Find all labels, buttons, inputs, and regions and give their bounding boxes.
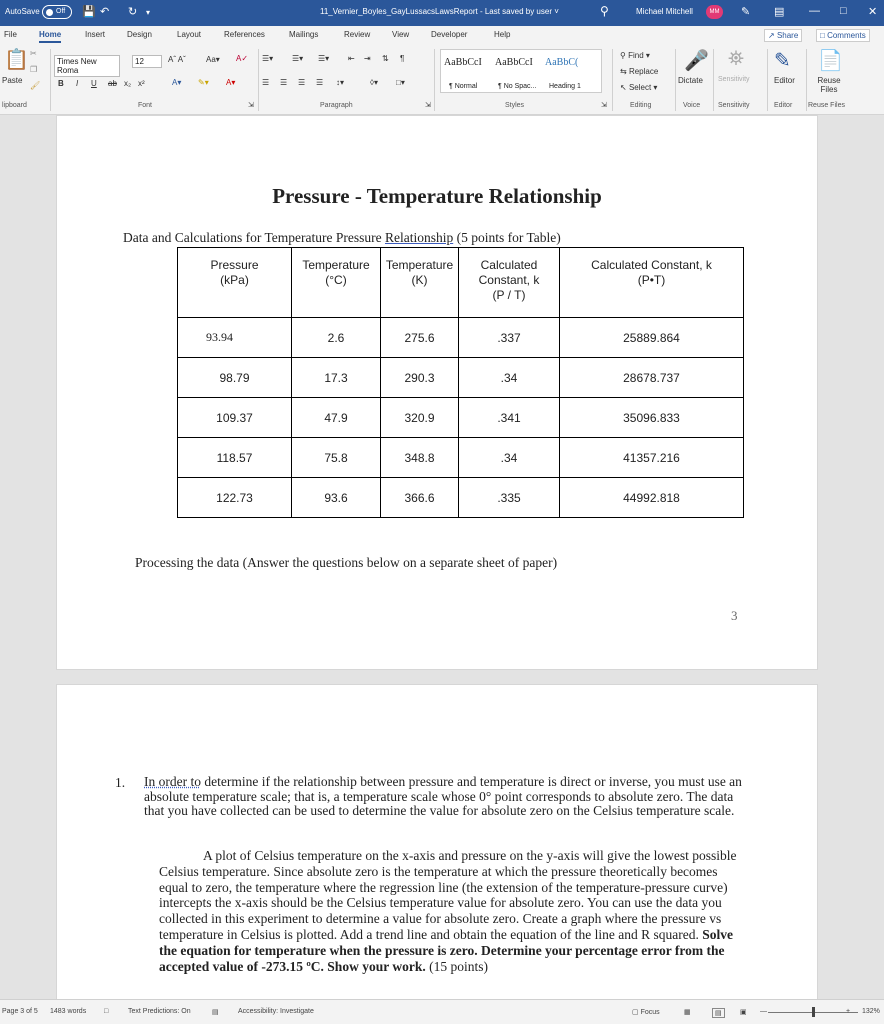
paragraph-group-label: Paragraph xyxy=(320,102,353,109)
table-row xyxy=(178,398,744,438)
instructions-points: (15 points) xyxy=(425,958,488,974)
table-cell[interactable]: 44992.818 xyxy=(560,478,744,518)
tab-help[interactable]: Help xyxy=(494,30,511,39)
format-painter-icon[interactable]: 🖌 xyxy=(30,81,41,90)
underline-icon[interactable]: U xyxy=(91,79,97,88)
sort-icon[interactable]: ⇅ xyxy=(382,54,389,63)
paste-icon[interactable]: 📋 xyxy=(4,49,29,71)
table-cell[interactable]: 47.9 xyxy=(292,398,381,438)
table-cell[interactable]: 118.57 xyxy=(178,438,292,478)
table-header-cell: Temperature (K) xyxy=(381,248,459,318)
table-cell[interactable]: 25889.864 xyxy=(560,318,744,358)
superscript-icon[interactable]: x² xyxy=(138,79,145,88)
editor-icon[interactable]: ✎ xyxy=(774,50,791,72)
style-label: Heading 1 xyxy=(549,83,581,90)
copy-icon[interactable]: ❐ xyxy=(30,65,38,74)
reuse-files-icon[interactable]: 📄 xyxy=(818,50,843,72)
table-header-cell: Pressure (kPa) xyxy=(178,248,292,318)
italic-icon[interactable]: I xyxy=(76,79,79,88)
multilevel-list-icon[interactable]: ☰▾ xyxy=(318,54,330,63)
show-marks-icon[interactable]: ¶ xyxy=(400,54,405,63)
table-cell[interactable]: 366.6 xyxy=(381,478,459,518)
table-cell[interactable]: 2.6 xyxy=(292,318,381,358)
tab-insert[interactable]: Insert xyxy=(85,30,106,39)
autosave-label: AutoSave xyxy=(5,7,40,16)
justify-icon[interactable]: ☰ xyxy=(316,78,324,87)
separator xyxy=(767,49,768,111)
microphone-icon[interactable]: 🎤 xyxy=(684,50,709,72)
table-cell[interactable]: 41357.216 xyxy=(560,438,744,478)
table-cell[interactable]: 320.9 xyxy=(381,398,459,438)
table-cell[interactable]: 17.3 xyxy=(292,358,381,398)
font-group-label: Font xyxy=(138,102,153,109)
separator xyxy=(713,49,714,111)
separator xyxy=(434,49,435,111)
styles-gallery xyxy=(440,49,602,93)
table-cell[interactable]: 93.94 xyxy=(178,318,292,358)
ribbon xyxy=(0,45,884,115)
decrease-indent-icon[interactable]: ⇤ xyxy=(348,54,355,63)
data-table[interactable] xyxy=(177,247,744,518)
grammar-flagged-text[interactable]: In order to xyxy=(144,774,201,789)
dictate-button[interactable]: Dictate xyxy=(678,76,703,85)
align-left-icon[interactable]: ☰ xyxy=(262,78,270,87)
tab-design[interactable]: Design xyxy=(127,30,152,39)
tab-references[interactable]: References xyxy=(224,30,265,39)
intro-post: (5 points for Table) xyxy=(453,230,561,245)
zoom-in-icon[interactable]: + xyxy=(846,1008,851,1015)
style-label: ¶ Normal xyxy=(449,83,478,90)
table-row xyxy=(178,358,744,398)
comments-button[interactable]: □ Comments xyxy=(816,29,870,42)
shading-icon[interactable]: ◊▾ xyxy=(370,78,378,87)
table-cell[interactable]: 75.8 xyxy=(292,438,381,478)
voice-group-label: Voice xyxy=(683,102,701,109)
table-cell[interactable]: 35096.833 xyxy=(560,398,744,438)
page-count[interactable]: Page 3 of 5 xyxy=(2,1008,38,1015)
table-cell[interactable]: .34 xyxy=(459,438,560,478)
table-row xyxy=(178,318,744,358)
user-name[interactable]: Michael Mitchell xyxy=(636,7,693,16)
reuse-group-label: Reuse Files xyxy=(808,102,845,109)
editing-group-label: Editing xyxy=(630,102,652,109)
instructions-body: A plot of Celsius temperature on the x-axis and pressure on the y-axis will give the lowest possible Celsius temperature. Since absolute zero is the temperature at which the pressure theoretically becomes equal to zero, the temperature where the regression line (the extension of the temperature-pressure curve) intercepts the x-axis should be the Celsius temperature value for absolute zero. You can use the data you collected in this experiment to determine a value for absolute zero. Create a graph where the pressure vs temperature in Celsius is plotted. Add a trend line and obtain the equation of the line and R squared. xyxy=(159,848,737,942)
style-preview[interactable]: AaBbCcI xyxy=(444,57,482,68)
tab-view[interactable]: View xyxy=(392,30,410,39)
separator xyxy=(50,49,51,111)
cut-icon[interactable]: ✂ xyxy=(30,49,37,58)
table-cell[interactable]: .34 xyxy=(459,358,560,398)
paragraph-dialog-icon[interactable]: ⇲ xyxy=(425,102,431,109)
table-cell[interactable]: 275.6 xyxy=(381,318,459,358)
intro-pre: Data and Calculations for Temperature Pressure xyxy=(123,230,385,245)
table-cell[interactable]: 98.79 xyxy=(178,358,292,398)
separator xyxy=(612,49,613,111)
read-mode-icon[interactable]: ▦ xyxy=(684,1009,691,1016)
font-name-select[interactable]: Times New Roma xyxy=(54,55,120,77)
web-layout-icon[interactable]: ▣ xyxy=(740,1009,747,1016)
search-icon[interactable]: ⚲ xyxy=(600,4,609,18)
table-cell[interactable]: 109.37 xyxy=(178,398,292,438)
table-cell[interactable]: 122.73 xyxy=(178,478,292,518)
tab-layout[interactable]: Layout xyxy=(177,30,202,39)
reuse-files-button[interactable]: Reuse Files xyxy=(817,76,841,94)
share-label: Share xyxy=(776,31,799,40)
text-predictions[interactable]: Text Predictions: On xyxy=(128,1008,191,1015)
grow-font-icon[interactable]: Aˆ Aˇ xyxy=(168,55,186,64)
replace-label: Replace xyxy=(628,67,659,76)
autosave-toggle[interactable]: Off xyxy=(42,5,72,19)
table-cell[interactable]: 290.3 xyxy=(381,358,459,398)
table-cell[interactable]: .335 xyxy=(459,478,560,518)
pen-icon[interactable]: ✎ xyxy=(741,6,751,18)
table-header-cell: Calculated Constant, k (P / T) xyxy=(459,248,560,318)
font-color-icon[interactable]: A▾ xyxy=(226,78,236,87)
align-right-icon[interactable]: ☰ xyxy=(298,78,306,87)
sensitivity-group-label: Sensitivity xyxy=(718,102,750,109)
borders-icon[interactable]: □▾ xyxy=(396,78,405,87)
editor-button[interactable]: Editor xyxy=(774,76,795,85)
separator xyxy=(258,49,259,111)
table-cell[interactable]: .341 xyxy=(459,398,560,438)
page[interactable] xyxy=(56,115,818,670)
text-effects-icon[interactable]: A▾ xyxy=(172,78,182,87)
strikethrough-icon[interactable]: ab xyxy=(108,79,117,88)
question-1-body: determine if the relationship between pressure and temperature is direct or inverse, you must use an absolute temperature scale; that is, a temperature scale whose 0° point corresponds to absolute zero. The data that you have collected can be used to determine the value for absolute zero on the Celsius temperature scale. xyxy=(144,774,742,818)
close-icon[interactable]: ✕ xyxy=(868,6,878,18)
find-button[interactable]: ⚲ Find ▾ xyxy=(620,51,650,60)
table-header-cell: Calculated Constant, k (P•T) xyxy=(560,248,744,318)
question-1-instructions xyxy=(159,848,749,974)
customize-qat-icon[interactable]: ▾ xyxy=(146,8,151,17)
font-size-select[interactable]: 12 xyxy=(132,55,162,68)
intro-underlined: Relationship xyxy=(384,230,454,245)
clipboard-group-label: lipboard xyxy=(2,102,27,109)
styles-dialog-icon[interactable]: ⇲ xyxy=(601,102,607,109)
table-cell[interactable]: 28678.737 xyxy=(560,358,744,398)
change-case-icon[interactable]: Aa▾ xyxy=(206,55,220,64)
paste-label[interactable]: Paste xyxy=(2,76,23,85)
accessibility-status[interactable]: Accessibility: Investigate xyxy=(238,1008,314,1015)
table-row xyxy=(178,478,744,518)
table-cell[interactable]: .337 xyxy=(459,318,560,358)
find-label: Find xyxy=(628,51,644,60)
focus-label: Focus xyxy=(640,1009,660,1016)
sensitivity-button[interactable]: Sensitivity xyxy=(718,76,750,83)
style-preview[interactable]: AaBbC( xyxy=(545,57,579,68)
processing-heading: Processing the data (Answer the questions below on a separate sheet of paper) xyxy=(135,555,558,570)
highlight-icon[interactable]: ✎▾ xyxy=(198,78,209,87)
subscript-icon[interactable]: x₂ xyxy=(124,79,132,88)
table-header-cell: Temperature (°C) xyxy=(292,248,381,318)
redo-icon[interactable]: ↻ xyxy=(128,6,138,18)
table-row xyxy=(178,438,744,478)
status-bar xyxy=(0,999,884,1024)
comments-label: Comments xyxy=(827,31,866,40)
style-label: ¶ No Spac... xyxy=(498,83,537,90)
tab-developer[interactable]: Developer xyxy=(431,30,468,39)
zoom-level[interactable]: 132% xyxy=(862,1008,880,1015)
focus-button[interactable]: ▢ Focus xyxy=(632,1009,660,1016)
styles-group-label: Styles xyxy=(505,102,525,109)
bold-icon[interactable]: B xyxy=(58,79,64,88)
select-button[interactable]: ↖ Select ▾ xyxy=(620,83,658,92)
macro-icon[interactable]: ▤ xyxy=(212,1009,219,1016)
print-layout-icon[interactable]: ▤ xyxy=(712,1008,725,1018)
table-cell[interactable]: 93.6 xyxy=(292,478,381,518)
separator xyxy=(806,49,807,111)
bullets-icon[interactable]: ☰▾ xyxy=(262,54,274,63)
share-button[interactable]: ↗ Share xyxy=(764,29,802,42)
separator xyxy=(675,49,676,111)
instructions-bold: Solve the equation for temperature when the pressure is zero. Determine your percentage error from the accepted value of -273.15 ºC. Show your work. xyxy=(159,926,734,974)
tab-file[interactable]: File xyxy=(4,30,17,39)
page-number: 3 xyxy=(731,608,738,623)
table-cell[interactable]: 348.8 xyxy=(381,438,459,478)
avatar[interactable]: MM xyxy=(706,5,723,19)
minimize-icon[interactable]: — xyxy=(809,5,820,17)
increase-indent-icon[interactable]: ⇥ xyxy=(364,54,371,63)
zoom-out-icon[interactable]: — xyxy=(760,1008,767,1015)
replace-button[interactable]: ⇆ Replace xyxy=(620,67,659,76)
editor-group-label: Editor xyxy=(774,102,793,109)
page-title: Pressure - Temperature Relationship xyxy=(272,184,602,208)
table-header-row xyxy=(178,248,744,318)
maximize-icon[interactable]: □ xyxy=(840,5,847,17)
title-bar xyxy=(0,0,884,26)
numbering-icon[interactable]: ☰▾ xyxy=(292,54,304,63)
ribbon-tabs xyxy=(0,26,884,45)
select-label: Select xyxy=(628,83,652,92)
tab-home[interactable]: Home xyxy=(39,30,61,43)
question-number: 1. xyxy=(115,775,126,790)
proofing-icon[interactable]: □ xyxy=(104,1008,109,1015)
clear-format-icon[interactable]: A✓ xyxy=(236,54,249,63)
word-count[interactable]: 1483 words xyxy=(50,1008,87,1015)
tab-review[interactable]: Review xyxy=(344,30,371,39)
zoom-slider-thumb[interactable] xyxy=(812,1007,815,1017)
align-center-icon[interactable]: ☰ xyxy=(280,78,288,87)
ribbon-display-icon[interactable]: ▤ xyxy=(774,6,785,18)
tab-mailings[interactable]: Mailings xyxy=(289,30,319,39)
sensitivity-icon: ⛯ xyxy=(728,48,744,70)
line-spacing-icon[interactable]: ↕▾ xyxy=(336,78,345,87)
question-1-text xyxy=(144,775,744,819)
undo-icon[interactable]: ↶ xyxy=(100,6,110,18)
style-preview[interactable]: AaBbCcI xyxy=(495,57,533,68)
intro-text xyxy=(123,230,561,246)
font-dialog-icon[interactable]: ⇲ xyxy=(248,102,254,109)
document-area[interactable] xyxy=(0,115,884,999)
page[interactable] xyxy=(56,684,818,999)
save-icon[interactable]: 💾 xyxy=(82,6,96,18)
document-title[interactable]: 11_Vernier_Boyles_GayLussacsLawsReport - Last saved by user ˅ xyxy=(320,7,559,16)
